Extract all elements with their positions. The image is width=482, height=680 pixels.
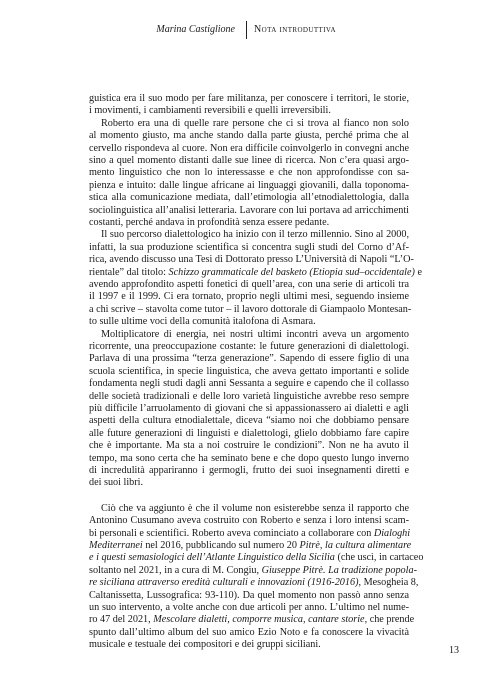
text-segment: pienza e intuito: dalle lingue africane ai linguaggi giovanili, dalla toponoma- xyxy=(89,179,409,191)
text-line xyxy=(89,180,409,193)
text-line xyxy=(89,577,419,590)
text-line xyxy=(89,440,409,453)
text-segment: , Mesogheia 8, xyxy=(358,577,419,589)
text-line xyxy=(89,291,409,304)
text-segment: guistica era il suo modo per fare militanza, per conoscere i territori, le storie, xyxy=(89,93,409,104)
text-line xyxy=(89,602,409,615)
italic-text: Giuseppe Pitrè. La tradizione popola- xyxy=(261,564,417,576)
running-head-divider xyxy=(246,21,247,39)
text-line xyxy=(89,378,409,391)
italic-text: Schizzo grammaticale del basketo (Etiopia sud–occidentale) xyxy=(168,266,415,278)
italic-text: e i questi semasiologici dell’Atlante Linguistico della Sicilia xyxy=(89,552,335,564)
text-segment: costanti, perché andava in profondità senza essere pedante. xyxy=(89,217,330,228)
text-segment: un suo intervento, a volte anche con due articoli per anno. L’ultimo nel nume- xyxy=(89,602,409,613)
text-segment: bi personali e scientifici. Roberto aveva cominciato a collaborare con xyxy=(89,527,374,539)
text-line xyxy=(89,528,409,541)
text-line xyxy=(89,93,409,106)
text-line xyxy=(89,614,415,627)
text-segment: mento linguistico che non lo interessasse e che non approfondisse con sa- xyxy=(89,167,409,179)
text-segment: cervello rispondeva al cuore. Non era difficile coinvolgerlo in convegni anche xyxy=(89,142,409,154)
text-line xyxy=(89,279,409,292)
text-segment: Parlava di una prossima “terza generazione”. Sapendo di essere figlio di una xyxy=(89,353,409,365)
text-segment: che è importante. Ma sta a noi costruire le condizioni”. Non ne ha avuto il xyxy=(89,440,409,452)
text-segment: Moltiplicatore di energia, nei nostri ultimi incontri aveva un argomento xyxy=(101,328,409,340)
text-segment: e xyxy=(414,266,423,278)
text-line xyxy=(89,590,409,603)
text-line xyxy=(101,229,409,242)
italic-text: Mediterranei xyxy=(89,540,143,551)
running-head-section: Nota introduttiva xyxy=(254,24,336,35)
text-segment: rica, avendo discusso una Tesi di Dottorato presso L’Università di Napoli “L’O- xyxy=(89,254,414,266)
text-line xyxy=(89,155,409,168)
text-segment: Caltanissetta, Lussografica: 93-110). Da quel momento non passò anno senza xyxy=(89,589,409,601)
text-line xyxy=(89,130,409,143)
text-segment: Roberto era una di quelle rare persone che ci si trova al fianco non solo xyxy=(101,117,409,129)
text-line xyxy=(89,341,409,354)
text-line xyxy=(89,453,409,466)
text-line xyxy=(89,167,409,180)
text-segment: i movimenti, i cambiamenti reversibili e quelli irreversibili. xyxy=(89,105,331,117)
text-segment: alle future generazioni di linguisti e dialettologi, glielo dobbiamo fare capire xyxy=(89,427,409,439)
text-segment: Ciò che va aggiunto è che il volume non esisterebbe senza il rapporto che xyxy=(101,502,409,514)
text-segment: scuola scientifica, in specie linguistica, che aveva gettato importanti e solide xyxy=(89,365,409,377)
text-line xyxy=(89,540,412,553)
text-segment: a chi scrive – stavolta come tutor – il lavoro dottorale di Giampaolo Montesan- xyxy=(89,303,412,315)
text-segment: più difficile l’arruolamento di giovani che si appassionassero ai dialetti e agli xyxy=(89,403,409,414)
text-line xyxy=(89,391,409,404)
page-number: 13 xyxy=(449,645,459,656)
text-segment: Antonino Cusumano aveva costruito con Roberto e senza i loro intensi scam- xyxy=(89,515,409,527)
italic-text: re siciliana attraverso eredità culturali e innovazioni (1916-2016) xyxy=(89,577,359,589)
italic-text: Dialoghi xyxy=(373,527,411,539)
text-line xyxy=(89,552,424,565)
text-segment: il 1997 e il 1999. Ci era tornato, proprio negli ultimi mesi, seguendo insieme xyxy=(89,291,409,303)
text-segment: rientale” dal titolo: xyxy=(89,266,169,278)
text-segment: ro 47 del 2021, xyxy=(89,614,154,626)
running-head-author: Marina Castiglione xyxy=(156,24,235,35)
text-line xyxy=(89,428,409,441)
text-line xyxy=(101,503,409,516)
text-line xyxy=(89,266,423,280)
text-line xyxy=(89,192,409,205)
text-segment: sociolinguistica all’analisi letteraria. Lavorare con lui portava ad arricchimenti xyxy=(89,204,409,216)
text-line xyxy=(89,415,409,428)
text-line xyxy=(89,564,417,578)
text-line xyxy=(89,105,409,118)
text-segment: (che uscì, in cartaceo xyxy=(334,552,424,564)
text-line xyxy=(89,205,409,218)
text-line xyxy=(89,254,414,267)
text-line xyxy=(89,316,409,329)
text-segment: infatti, la sua produzione scientifica si concentra sugli studi del Corno d’Af- xyxy=(89,241,409,253)
text-segment: stica alla comunicazione mediata, dall’etimologia all’etnodialettologia, dalla xyxy=(89,192,409,204)
text-segment: sino a quel momento distanti dalle sue linee di ricerca. Non c’era quasi argo- xyxy=(89,155,409,166)
text-segment: di incredulità appariranno i germogli, frutto dei suoi insegnamenti diretti e xyxy=(89,465,409,476)
text-segment: fondamenta negli studi dagli anni Sessanta a seguire e capendo che il collasso xyxy=(89,378,409,390)
text-segment: avendo approfondito aspetti fonetici di quell’area, con una serie di articoli tra xyxy=(89,279,409,290)
text-segment: to sulle ultime voci della comunità italofona di Asmara. xyxy=(89,316,316,328)
text-segment: delle società tradizionali e delle loro varietà linguistiche avrebbe reso sempre xyxy=(89,390,409,402)
text-segment: musicale e testuale dei compositori e dei gruppi siciliani. xyxy=(89,639,321,651)
text-line xyxy=(89,143,409,156)
text-line xyxy=(101,329,409,342)
italic-text: Pitrè, la cultura alimentare xyxy=(299,540,412,551)
text-segment: , che prende xyxy=(364,614,415,626)
text-line xyxy=(89,639,409,652)
text-segment: ricorrente, una preoccupazione costante: le future generazioni di dialettologi. xyxy=(89,341,409,352)
text-line xyxy=(89,515,409,528)
text-line xyxy=(89,353,409,366)
italic-text: Mescolare dialetti, comporre musica, cantare storie xyxy=(153,614,365,626)
text-line xyxy=(89,303,412,317)
text-segment: al momento giusto, ma anche stando dalla parte giusta, perché prima che al xyxy=(89,130,409,142)
text-segment: soltanto nel 2021, in a cura di M. Congiu, xyxy=(89,564,262,576)
text-segment: aspetti della cultura etnodialettale, diceva “siamo noi che dobbiamo pensare xyxy=(89,415,409,427)
text-segment: tempo, ma sono certa che ha seminato bene e che dopo questo lungo inverno xyxy=(89,452,409,464)
text-line xyxy=(101,118,409,131)
running-head xyxy=(0,24,482,40)
text-line xyxy=(89,477,409,490)
text-line xyxy=(89,217,409,230)
text-segment: Il suo percorso dialettologico ha inizio con il terzo millennio. Sino al 2000, xyxy=(101,229,409,241)
text-segment: nel 2016, pubblicando sul numero 20 xyxy=(142,540,300,551)
text-segment: spunto dall’ultimo album del suo amico Ezio Noto e fa conoscere la vivacità xyxy=(89,626,409,638)
text-line xyxy=(89,465,409,478)
text-line xyxy=(89,403,409,416)
text-line xyxy=(89,366,409,379)
text-line xyxy=(89,627,409,640)
text-segment: dei suoi libri. xyxy=(89,477,144,489)
text-line xyxy=(89,242,409,255)
